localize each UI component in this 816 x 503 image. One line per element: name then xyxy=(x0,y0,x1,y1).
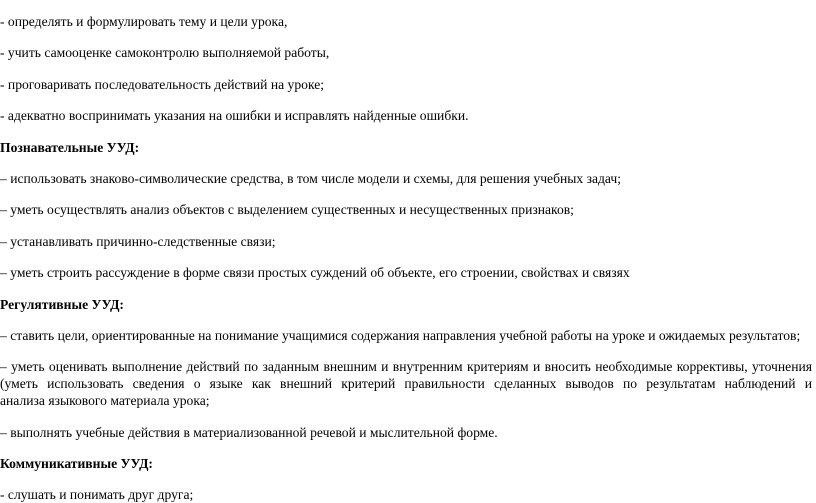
heading-communicative: Коммуникативные УУД: xyxy=(0,456,153,471)
list-item: - слушать и понимать друг друга; xyxy=(0,487,194,502)
text-line: - адекватно воспринимать указания на ошибки и исправлять найденные ошибки. xyxy=(0,108,469,123)
list-item: – уметь осуществлять анализ объектов с выделением существенных и несущественных признаков; xyxy=(0,202,574,217)
list-item-continuation: (уметь использовать сведения о языке как внешний критерий правильности сделанных выводов по результатам наблюдений и xyxy=(0,376,812,391)
list-item-continuation: анализа языкового материала урока; xyxy=(0,393,210,408)
text-line: - проговаривать последовательность действий на уроке; xyxy=(0,77,325,92)
list-item: – ставить цели, ориентированные на понимание учащимися содержания направления учебной работы на уроке и ожидаемых результатов; xyxy=(0,328,801,343)
list-item: – уметь оценивать выполнение действий по заданным внешним и внутренним критериям и вносить необходимые коррективы, уточнения xyxy=(0,359,812,374)
list-item: – уметь строить рассуждение в форме связи простых суждений об объекте, его строении, свойствах и связях xyxy=(0,265,630,280)
list-item: – выполнять учебные действия в материализованной речевой и мыслительной форме. xyxy=(0,425,498,440)
heading-regulatory: Регулятивные УУД: xyxy=(0,297,124,312)
text-line: - определять и формулировать тему и цели урока, xyxy=(0,14,288,29)
text-line: - учить самооценке самоконтролю выполняемой работы, xyxy=(0,45,330,60)
list-item: – устанавливать причинно-следственные связи; xyxy=(0,234,276,249)
list-item: – использовать знаково-символические средства, в том числе модели и схемы, для решения учебных задач; xyxy=(0,171,622,186)
heading-cognitive: Познавательные УУД: xyxy=(0,140,140,155)
